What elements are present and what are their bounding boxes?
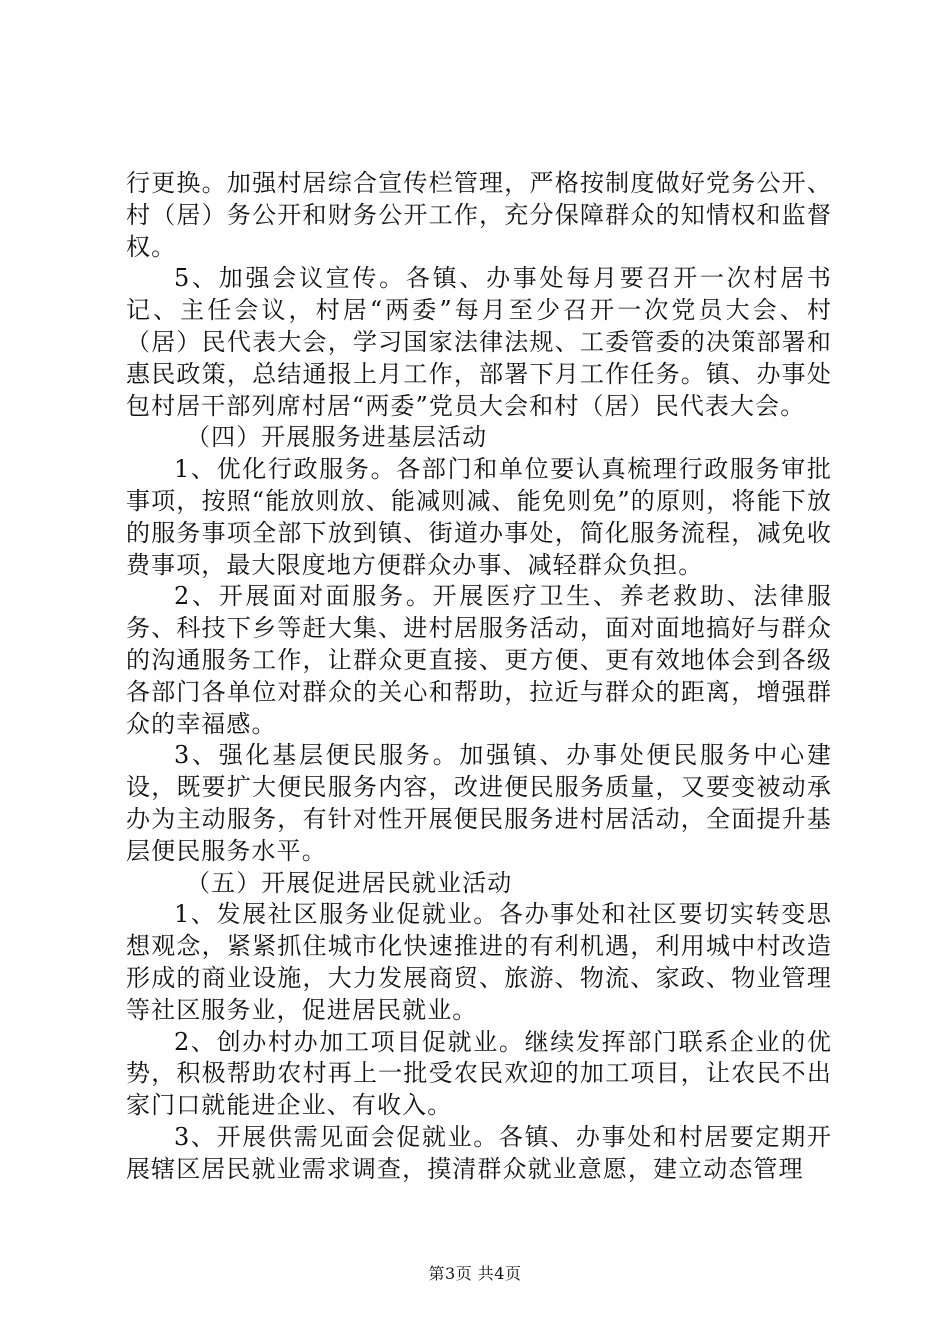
paragraph-community-service-employment: 1、发展社区服务业促就业。各办事处和社区要切实转变思想观念，紧紧抓住城市化快速推进的有利机遇，利用城中村改造形成的商业设施，大力发展商贸、旅游、物流、家政、物业管理等社区服务业，促进居民就业。 bbox=[126, 900, 832, 1024]
paragraph-meeting-publicity: 5、加强会议宣传。各镇、办事处每月要召开一次村居书记、主任会议，村居“两委”每月至少召开一次党员大会、村（居）民代表大会，学习国家法律法规、工委管委的决策部署和惠民政策，总结通报上月工作，部署下月工作任务。镇、办事处包村居干部列席村居“两委”党员大会和村（居）民代表大会。 bbox=[126, 264, 832, 420]
paragraph-grassroots-service: 3、强化基层便民服务。加强镇、办事处便民服务中心建设，既要扩大便民服务内容，改进便民服务质量，又要变被动承办为主动服务，有针对性开展便民服务进村居活动，全面提升基层便民服务水平。 bbox=[126, 741, 832, 865]
paragraph-job-fair-employment: 3、开展供需见面会促就业。各镇、办事处和村居要定期开展辖区居民就业需求调查，摸清群众就业意愿，建立动态管理 bbox=[126, 1122, 832, 1183]
section-heading-4: （四）开展服务进基层活动 bbox=[186, 423, 488, 452]
paragraph-face-to-face-service: 2、开展面对面服务。开展医疗卫生、养老救助、法律服务、科技下乡等赶大集、进村居服务活动，面对面地搞好与群众的沟通服务工作，让群众更直接、更方便、更有效地体会到各级各部门各单位对群众的关心和帮助，拉近与群众的距离，增强群众的幸福感。 bbox=[126, 582, 832, 738]
paragraph-optimize-admin-service: 1、优化行政服务。各部门和单位要认真梳理行政服务审批事项，按照“能放则放、能减则减、能免则免”的原则，将能下放的服务事项全部下放到镇、街道办事处，简化服务流程，减免收费事项，最大限度地方便群众办事、减轻群众负担。 bbox=[126, 455, 832, 579]
page-footer: 第3页 共4页 bbox=[428, 1264, 522, 1283]
paragraph-village-processing-employment: 2、创办村办加工项目促就业。继续发挥部门联系企业的优势，积极帮助农村再上一批受农民欢迎的加工项目，让农民不出家门口就能进企业、有收入。 bbox=[126, 1027, 832, 1120]
section-heading-5: （五）开展促进居民就业活动 bbox=[186, 868, 513, 897]
document-body bbox=[126, 168, 832, 1186]
paragraph-continuation: 行更换。加强村居综合宣传栏管理，严格按制度做好党务公开、村（居）务公开和财务公开工作，充分保障群众的知情权和监督权。 bbox=[126, 169, 832, 261]
